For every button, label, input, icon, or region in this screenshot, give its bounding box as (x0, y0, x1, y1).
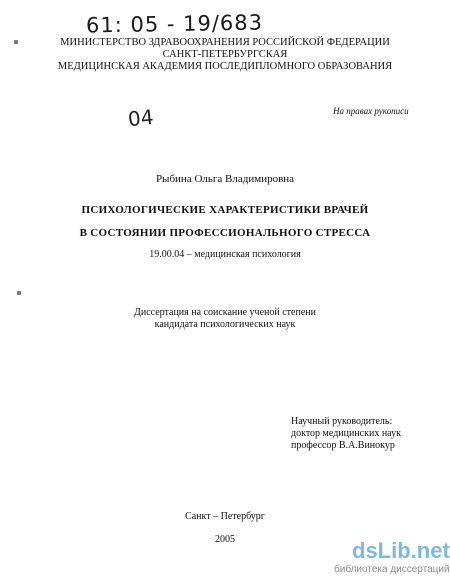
scan-mark (14, 40, 18, 44)
city: Санкт – Петербург (185, 511, 265, 522)
watermark (334, 538, 450, 582)
catalog-number: 61: 05 - 19/683 (85, 10, 264, 38)
organization-line-3: МЕДИЦИНСКАЯ АКАДЕМИЯ ПОСЛЕДИПЛОМНОГО ОБРАЗОВАНИЯ (57, 61, 393, 72)
watermark-logo: dsLib.net (352, 538, 450, 563)
dissertation-purpose-line-1: Диссертация на соискание ученой степени (134, 307, 316, 318)
title-line-1: ПСИХОЛОГИЧЕСКИЕ ХАРАКТЕРИСТИКИ ВРАЧЕЙ (81, 204, 369, 216)
watermark-text: библиотека диссертаций (334, 564, 450, 575)
author-name: Рыбина Ольга Владимировна (155, 173, 295, 185)
advisor-line-2: доктор медицинских наук (291, 428, 401, 439)
dissertation-purpose-line-2: кандидата психологических наук (154, 319, 296, 330)
rights-note: На правах рукописи (333, 106, 409, 116)
year: 2005 (215, 534, 235, 545)
organization-line-1: МИНИСТЕРСТВО ЗДРАВООХРАНЕНИЯ РОССИЙСКОЙ ФЕДЕРАЦИИ (60, 37, 390, 48)
organization-line-2: САНКТ-ПЕТЕРБУРГСКАЯ (162, 49, 288, 60)
handwritten-mark: 04 (126, 104, 155, 132)
advisor-line-3: профессор В.А.Винокур (291, 440, 395, 451)
specialty: 19.00.04 – медицинская психология (149, 249, 301, 260)
advisor-line-1: Научный руководитель: (291, 416, 393, 427)
scan-mark (17, 291, 21, 295)
title-line-2: В СОСТОЯНИИ ПРОФЕССИОНАЛЬНОГО СТРЕССА (79, 227, 371, 239)
